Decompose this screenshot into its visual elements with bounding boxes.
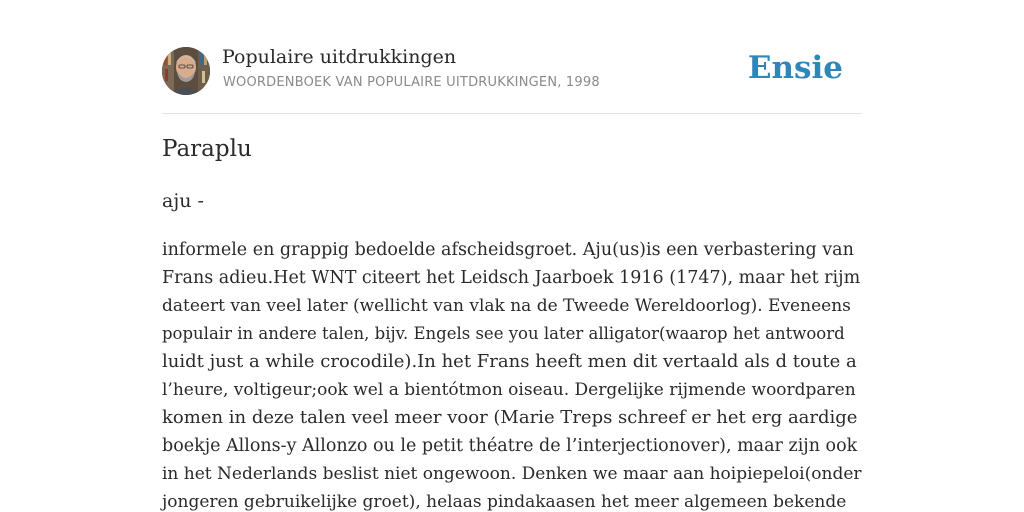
- entry-body: [162, 236, 862, 512]
- brand-logo[interactable]: Ensie: [747, 50, 843, 86]
- body-line: l’heure, voltigeur;ook wel a bientótmon oiseau. Dergelijke rijmende woordparen: [162, 380, 856, 400]
- avatar[interactable]: [162, 47, 210, 95]
- page-title: Paraplu: [162, 136, 252, 162]
- body-line: dateert van veel later (wellicht van vlak na de Tweede Wereldoorlog). Eveneens: [162, 296, 851, 316]
- divider: [162, 113, 862, 114]
- header: [162, 46, 862, 98]
- article-page: [162, 0, 862, 512]
- body-line: populair in andere talen, bijv. Engels see you later alligator(waarop het antwoord: [162, 324, 845, 343]
- source-title: WOORDENBOEK VAN POPULAIRE UITDRUKKINGEN, 1998: [223, 75, 600, 90]
- entry-lemma: aju -: [162, 190, 204, 212]
- body-line: jongeren gebruikelijke groet), helaas pindakaasen het meer algemeen bekende: [162, 492, 847, 512]
- author-name[interactable]: Populaire uitdrukkingen: [222, 46, 457, 68]
- body-line: boekje Allons-y Allonzo ou le petit théatre de l’interjectionover), maar zijn ook: [162, 436, 858, 456]
- body-line: informele en grappig bedoelde afscheidsgroet. Aju(us)is een verbastering van: [162, 240, 854, 260]
- body-line: Frans adieu.Het WNT citeert het Leidsch Jaarboek 1916 (1747), maar het rijm: [162, 268, 861, 288]
- body-line: in het Nederlands beslist niet ongewoon. Denken we maar aan hoipiepeloi(onder: [162, 464, 862, 484]
- body-line: luidt just a while crocodile).In het Frans heeft men dit vertaald als d toute a: [162, 351, 857, 372]
- author-portrait-icon: [162, 47, 210, 95]
- body-line: komen in deze talen veel meer voor (Marie Treps schreef er het erg aardige: [162, 407, 858, 428]
